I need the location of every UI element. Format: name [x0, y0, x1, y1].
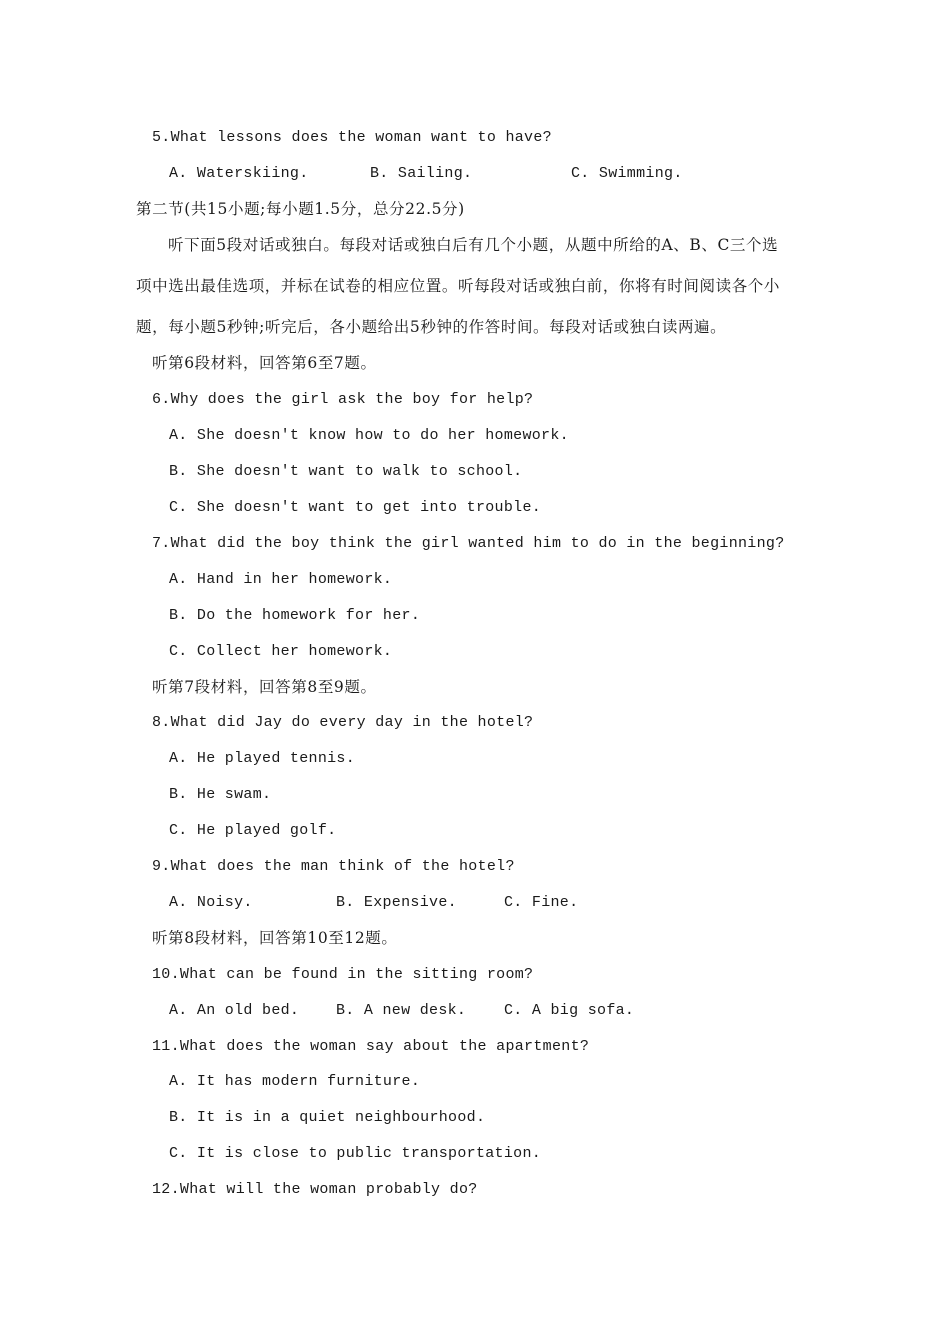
question-7-option-c: C. Collect her homework.: [169, 643, 393, 660]
question-5-option-c: C. Swimming.: [571, 165, 683, 182]
question-12-stem: 12.What will the woman probably do?: [152, 1181, 478, 1198]
question-11-option-c: C. It is close to public transportation.: [169, 1145, 542, 1162]
question-6-stem: 6.Why does the girl ask the boy for help?: [152, 391, 534, 408]
question-11-option-a: A. It has modern furniture.: [169, 1073, 421, 1090]
question-10-option-c: C. A big sofa.: [504, 1002, 635, 1019]
question-8-option-b: B. He swam.: [169, 786, 272, 803]
material-6-heading: 听第6段材料，回答第6至7题。: [152, 354, 377, 372]
section-2-instructions-line-1: 听下面5段对话或独白。每段对话或独白后有几个小题，从题中所给的A、B、C三个选: [168, 236, 779, 254]
question-6-option-c: C. She doesn't want to get into trouble.: [169, 499, 542, 516]
question-10-option-a: A. An old bed.: [169, 1002, 300, 1019]
material-8-heading: 听第8段材料，回答第10至12题。: [152, 929, 398, 947]
section-2-instructions-line-3: 题，每小题5秒钟;听完后，各小题给出5秒钟的作答时间。每段对话或独白读两遍。: [136, 318, 727, 336]
section-2-instructions-line-2: 项中选出最佳选项，并标在试卷的相应位置。听每段对话或独白前，你将有时间阅读各个小: [136, 277, 781, 295]
question-6-option-b: B. She doesn't want to walk to school.: [169, 463, 523, 480]
question-8-option-a: A. He played tennis.: [169, 750, 356, 767]
question-7-option-b: B. Do the homework for her.: [169, 607, 421, 624]
question-5-stem: 5.What lessons does the woman want to have?: [152, 129, 552, 146]
question-9-stem: 9.What does the man think of the hotel?: [152, 858, 515, 875]
question-8-stem: 8.What did Jay do every day in the hotel?: [152, 714, 534, 731]
question-7-stem: 7.What did the boy think the girl wanted him to do in the beginning?: [152, 535, 785, 552]
question-10-stem: 10.What can be found in the sitting room?: [152, 966, 534, 983]
question-9-option-a: A. Noisy.: [169, 894, 253, 911]
question-11-option-b: B. It is in a quiet neighbourhood.: [169, 1109, 486, 1126]
question-5-option-a: A. Waterskiing.: [169, 165, 309, 182]
question-6-option-a: A. She doesn't know how to do her homework.: [169, 427, 569, 444]
question-9-option-c: C. Fine.: [504, 894, 579, 911]
section-2-title: 第二节(共15小题;每小题1.5分，总分22.5分): [136, 200, 465, 218]
material-7-heading: 听第7段材料，回答第8至9题。: [152, 678, 377, 696]
question-7-option-a: A. Hand in her homework.: [169, 571, 393, 588]
question-5-option-b: B. Sailing.: [370, 165, 473, 182]
question-9-option-b: B. Expensive.: [336, 894, 457, 911]
question-11-stem: 11.What does the woman say about the apartment?: [152, 1038, 590, 1055]
question-10-option-b: B. A new desk.: [336, 1002, 467, 1019]
question-8-option-c: C. He played golf.: [169, 822, 337, 839]
